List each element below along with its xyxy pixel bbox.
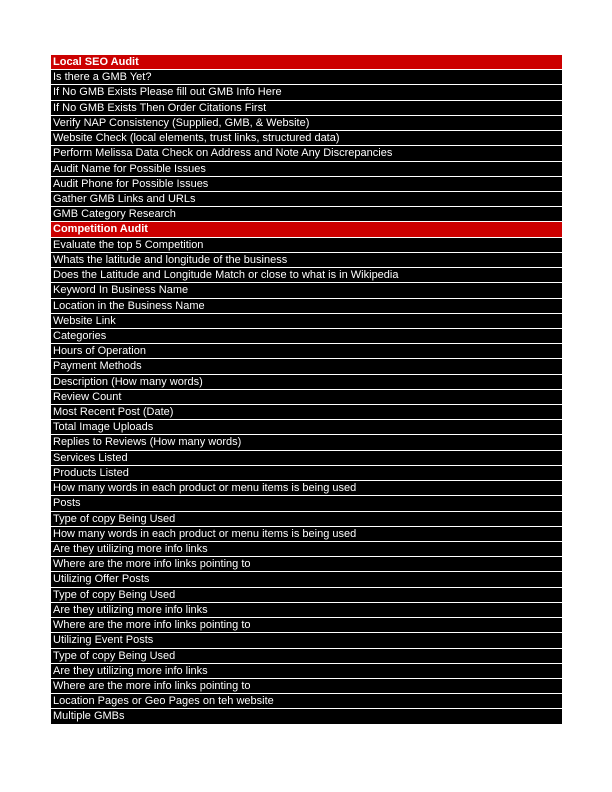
checklist-item: Is there a GMB Yet? <box>51 70 562 85</box>
audit-checklist-table <box>51 55 562 725</box>
checklist-item: How many words in each product or menu items is being used <box>51 527 562 542</box>
checklist-item: Type of copy Being Used <box>51 512 562 527</box>
checklist-item: Products Listed <box>51 466 562 481</box>
checklist-item: Where are the more info links pointing to <box>51 679 562 694</box>
checklist-item: Gather GMB Links and URLs <box>51 192 562 207</box>
checklist-item: Description (How many words) <box>51 375 562 390</box>
checklist-item: Audit Name for Possible Issues <box>51 162 562 177</box>
checklist-item: Audit Phone for Possible Issues <box>51 177 562 192</box>
checklist-item: Are they utilizing more info links <box>51 603 562 618</box>
checklist-item: Services Listed <box>51 451 562 466</box>
checklist-item: Where are the more info links pointing to <box>51 618 562 633</box>
checklist-item: Type of copy Being Used <box>51 649 562 664</box>
checklist-item: Where are the more info links pointing to <box>51 557 562 572</box>
checklist-item: Replies to Reviews (How many words) <box>51 435 562 450</box>
checklist-item: If No GMB Exists Then Order Citations First <box>51 101 562 116</box>
checklist-item: Multiple GMBs <box>51 709 562 724</box>
checklist-item: Are they utilizing more info links <box>51 664 562 679</box>
checklist-item: Utilizing Offer Posts <box>51 572 562 587</box>
checklist-item: How many words in each product or menu items is being used <box>51 481 562 496</box>
checklist-item: Are they utilizing more info links <box>51 542 562 557</box>
checklist-item: Total Image Uploads <box>51 420 562 435</box>
section-header: Competition Audit <box>51 222 562 237</box>
checklist-item: GMB Category Research <box>51 207 562 222</box>
checklist-item: Utilizing Event Posts <box>51 633 562 648</box>
section-header: Local SEO Audit <box>51 55 562 70</box>
checklist-item: Review Count <box>51 390 562 405</box>
checklist-item: Website Check (local elements, trust links, structured data) <box>51 131 562 146</box>
checklist-item: Hours of Operation <box>51 344 562 359</box>
checklist-item: Verify NAP Consistency (Supplied, GMB, & Website) <box>51 116 562 131</box>
checklist-item: Payment Methods <box>51 359 562 374</box>
checklist-item: Most Recent Post (Date) <box>51 405 562 420</box>
checklist-item: Does the Latitude and Longitude Match or close to what is in Wikipedia <box>51 268 562 283</box>
checklist-item: Location in the Business Name <box>51 299 562 314</box>
checklist-item: Keyword In Business Name <box>51 283 562 298</box>
checklist-item: Evaluate the top 5 Competition <box>51 238 562 253</box>
checklist-item: Location Pages or Geo Pages on teh website <box>51 694 562 709</box>
checklist-item: Type of copy Being Used <box>51 588 562 603</box>
checklist-item: Categories <box>51 329 562 344</box>
checklist-item: Perform Melissa Data Check on Address and Note Any Discrepancies <box>51 146 562 161</box>
checklist-item: If No GMB Exists Please fill out GMB Info Here <box>51 85 562 100</box>
checklist-item: Posts <box>51 496 562 511</box>
checklist-item: Website Link <box>51 314 562 329</box>
checklist-item: Whats the latitude and longitude of the business <box>51 253 562 268</box>
